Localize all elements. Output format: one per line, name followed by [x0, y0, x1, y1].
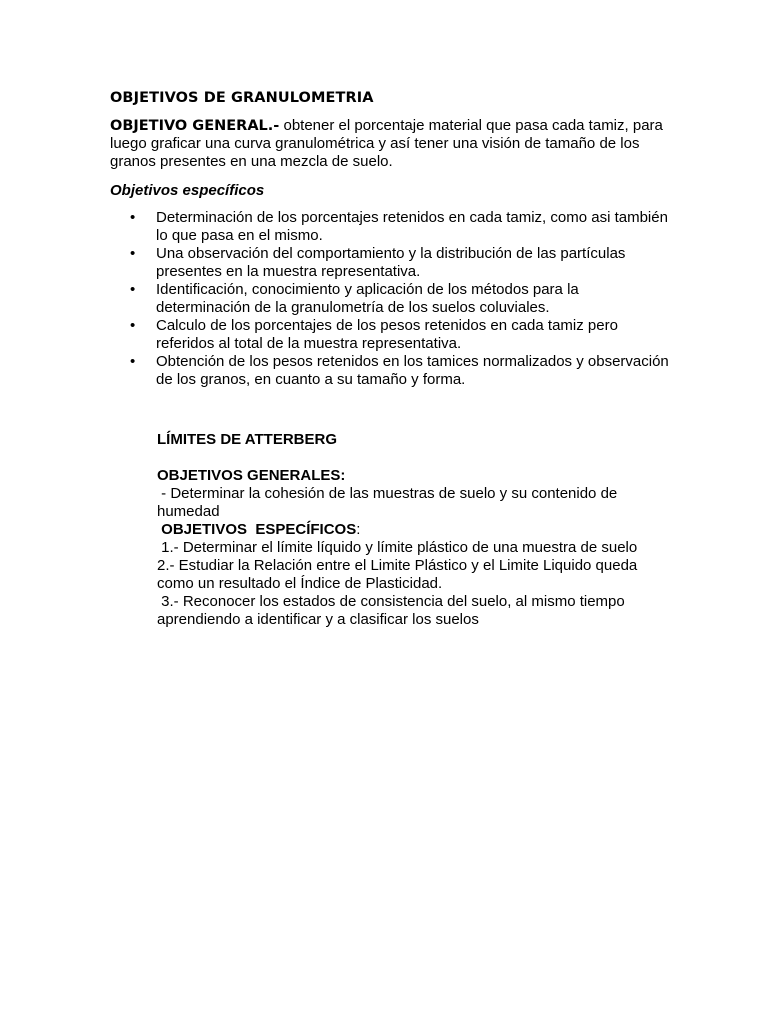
- bullet-icon: •: [130, 281, 136, 298]
- objetivos-especificos-title: Objetivos específicos: [110, 182, 265, 199]
- bullet-icon: •: [130, 317, 136, 334]
- list-item: • Determinación de los porcentajes retenidos en cada tamiz, como asi también lo que pasa en el mismo.: [130, 209, 668, 244]
- list-item: 3.- Reconocer los estados de consistencia del suelo, al mismo tiempo aprendiendo a identificar y a clasificar los suelos: [157, 593, 629, 628]
- list-item: • Obtención de los pesos retenidos en los tamices normalizados y observación de los granos, en cuanto a su tamaño y forma.: [130, 353, 669, 388]
- list-item: 2.- Estudiar la Relación entre el Limite Plástico y el Limite Liquido queda como un resultado el Índice de Plasticidad.: [157, 557, 642, 592]
- objetivos-especificos-list: [110, 209, 670, 389]
- objetivos-especificos-title: OBJETIVOS ESPECÍFICOS: [157, 521, 357, 538]
- list-item: • Una observación del comportamiento y la distribución de las partículas presentes en la muestra representativa.: [130, 245, 626, 280]
- objetivos-generales-title: OBJETIVOS GENERALES:: [157, 467, 346, 484]
- objetivo-general-label: OBJETIVO GENERAL.-: [110, 118, 280, 134]
- objetivo-general-paragraph: [110, 117, 670, 171]
- objetivo-general-text: - Determinar la cohesión de las muestras de suelo y su contenido de humedad: [157, 485, 622, 520]
- bullet-icon: •: [130, 245, 136, 262]
- bullet-icon: •: [130, 209, 136, 226]
- bullet-icon: •: [130, 353, 136, 370]
- list-item: • Identificación, conocimiento y aplicación de los métodos para la determinación de la granulometría de los suelos coluviales.: [130, 281, 579, 316]
- objetivos-especificos-heading: OBJETIVOS ESPECÍFICOS:: [157, 521, 361, 538]
- atterberg-section: [157, 431, 677, 629]
- list-item: • Calculo de los porcentajes de los pesos retenidos en cada tamiz pero referidos al total de la muestra representativa.: [130, 317, 618, 352]
- granulometria-section: [110, 89, 670, 389]
- objetivo-general-text: obtener el porcentaje material que pasa cada tamiz, para luego graficar una curva granulométrica y así tener una visión de tamaño de los granos presentes en una mezcla de suelo.: [110, 117, 663, 170]
- atterberg-title: LÍMITES DE ATTERBERG: [157, 431, 337, 448]
- granulometria-title: OBJETIVOS DE GRANULOMETRIA: [110, 90, 374, 106]
- list-item: 1.- Determinar el límite líquido y límite plástico de una muestra de suelo: [157, 539, 638, 556]
